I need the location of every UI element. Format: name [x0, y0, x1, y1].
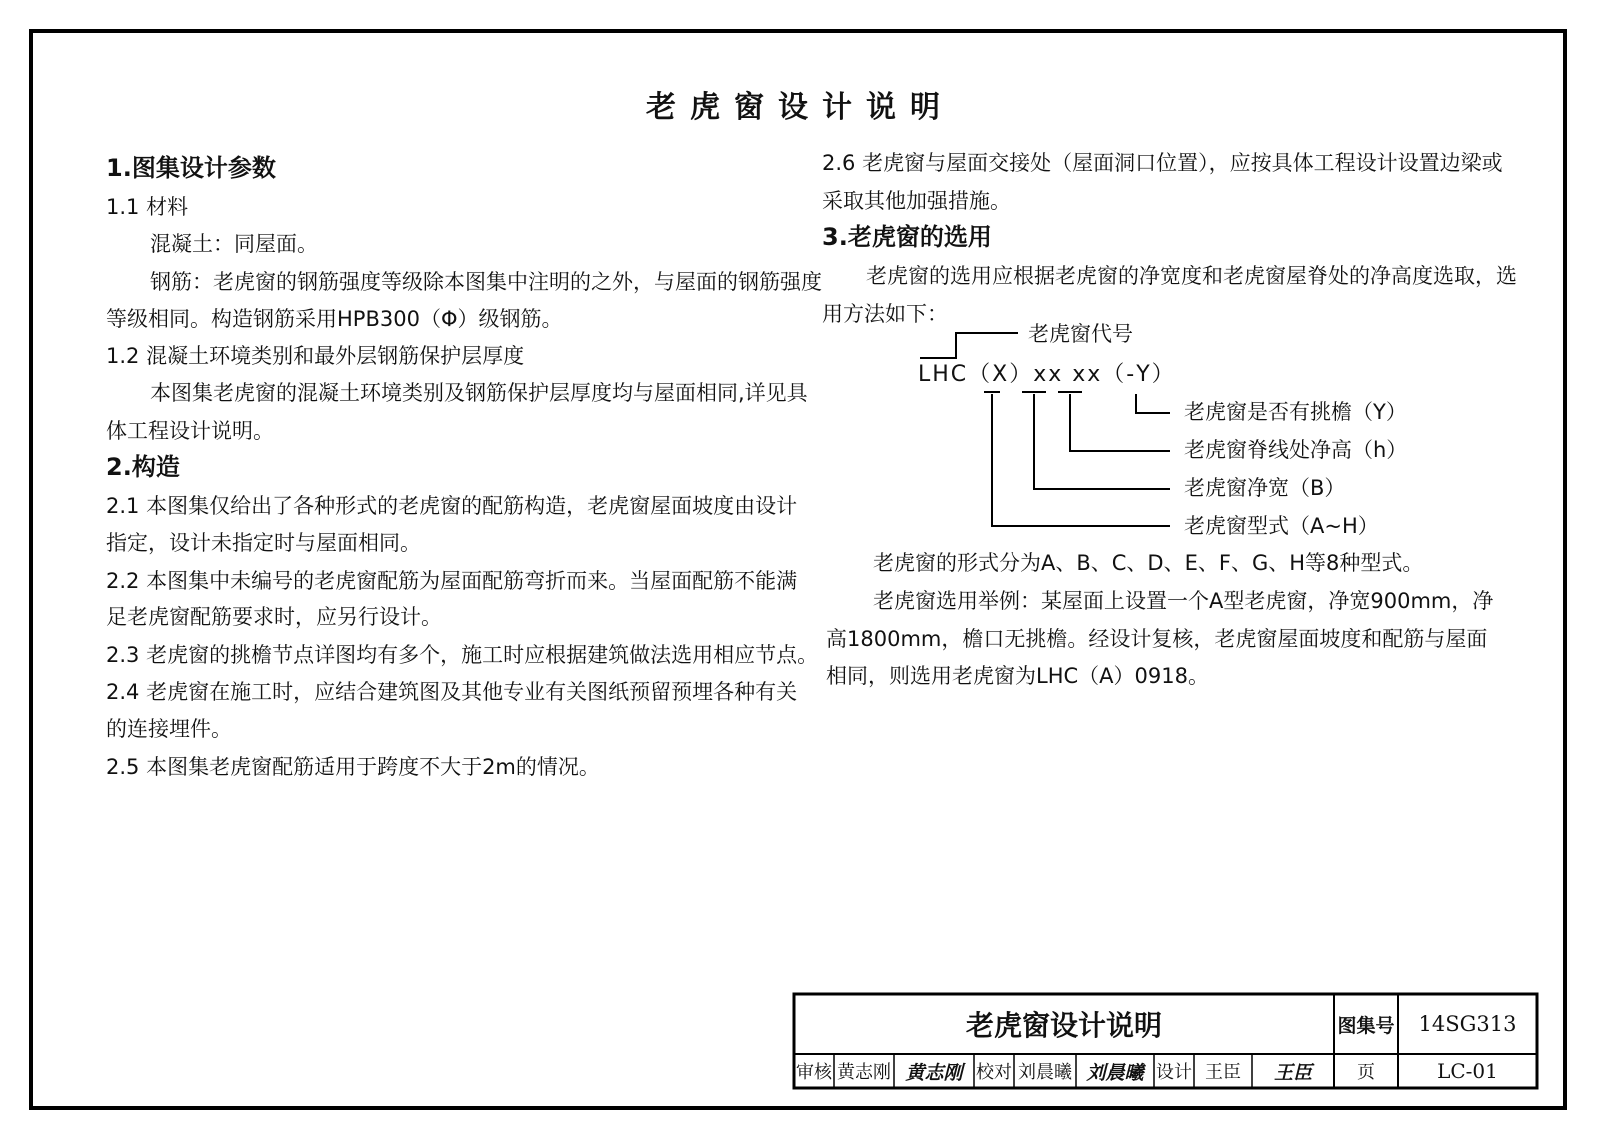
- paragraph: 混凝土：同屋面。: [150, 232, 318, 256]
- paragraph: 老虎窗选用举例：某屋面上设置一个A型老虎窗，净宽900mm，净: [873, 589, 1494, 613]
- paragraph-continued: 高1800mm，檐口无挑檐。经设计复核，老虎窗屋面坡度和配筋与屋面: [826, 627, 1488, 651]
- subsection: 2.3 老虎窗的挑檐节点详图均有多个，施工时应根据建筑做法选用相应节点。: [106, 643, 819, 667]
- paragraph: 老虎窗的形式分为A、B、C、D、E、F、G、H等8种型式。: [873, 551, 1424, 575]
- subsection: 2.2 本图集中未编号的老虎窗配筋为屋面配筋弯折而来。当屋面配筋不能满: [106, 569, 798, 593]
- label-code: 老虎窗代号: [1028, 322, 1133, 346]
- reviewer-name: 黄志刚: [837, 1062, 891, 1083]
- paragraph-continued: 体工程设计说明。: [106, 419, 274, 443]
- paragraph-continued: 相同，则选用老虎窗为LHC（A）0918。: [826, 664, 1209, 688]
- paragraph-continued: 等级相同。构造钢筋采用HPB300（Φ）级钢筋。: [106, 307, 563, 331]
- paragraph-continued: 指定，设计未指定时与屋面相同。: [106, 531, 421, 555]
- paragraph: 本图集老虎窗的混凝土环境类别及钢筋保护层厚度均与屋面相同,详见具: [150, 381, 808, 405]
- checker-signature: 刘晨曦: [1086, 1061, 1144, 1084]
- subsection: 2.4 老虎窗在施工时，应结合建筑图及其他专业有关图纸预留预埋各种有关: [106, 680, 798, 704]
- paragraph-continued: 采取其他加强措施。: [822, 189, 1011, 213]
- designation-code: LHC（X）xx xx（-Y）: [918, 362, 1176, 387]
- page-title: 老虎窗设计说明: [646, 90, 954, 125]
- designer-signature: 王臣: [1273, 1061, 1312, 1084]
- design-label: 设计: [1156, 1062, 1192, 1083]
- subsection: 2.5 本图集老虎窗配筋适用于跨度不大于2m的情况。: [106, 755, 600, 779]
- check-label: 校对: [976, 1062, 1012, 1083]
- drawing-title: 老虎窗设计说明: [965, 1009, 1162, 1042]
- subsection: 1.1 材料: [106, 195, 189, 219]
- paragraph-continued: 用方法如下：: [822, 302, 948, 326]
- atlas-label: 图集号: [1337, 1014, 1395, 1037]
- designer-name: 王臣: [1205, 1062, 1241, 1083]
- paragraph: 钢筋：老虎窗的钢筋强度等级除本图集中注明的之外，与屋面的钢筋强度: [150, 270, 822, 294]
- review-label: 审核: [796, 1062, 832, 1083]
- label-type: 老虎窗型式（A~H）: [1184, 514, 1379, 538]
- paragraph-continued: 足老虎窗配筋要求时，应另行设计。: [106, 605, 442, 629]
- section-heading: 1.图集设计参数: [106, 154, 276, 182]
- paragraph-continued: 的连接埋件。: [106, 717, 232, 741]
- paragraph: 老虎窗的选用应根据老虎窗的净宽度和老虎窗屋脊处的净高度选取，选: [866, 264, 1517, 288]
- subsection: 1.2 混凝土环境类别和最外层钢筋保护层厚度: [106, 344, 525, 368]
- page-number: LC-01: [1437, 1059, 1498, 1083]
- label-height: 老虎窗脊线处净高（h）: [1184, 438, 1408, 462]
- subsection: 2.1 本图集仅给出了各种形式的老虎窗的配筋构造，老虎窗屋面坡度由设计: [106, 494, 798, 518]
- label-eave: 老虎窗是否有挑檐（Y）: [1184, 400, 1407, 424]
- page-label: 页: [1357, 1062, 1375, 1083]
- section-heading: 2.构造: [106, 453, 180, 481]
- atlas-number: 14SG313: [1418, 1012, 1517, 1036]
- label-width: 老虎窗净宽（B）: [1184, 476, 1346, 500]
- section-heading: 3.老虎窗的选用: [822, 223, 992, 251]
- checker-name: 刘晨曦: [1018, 1062, 1072, 1083]
- reviewer-signature: 黄志刚: [905, 1061, 963, 1084]
- subsection: 2.6 老虎窗与屋面交接处（屋面洞口位置），应按具体工程设计设置边梁或: [822, 151, 1503, 175]
